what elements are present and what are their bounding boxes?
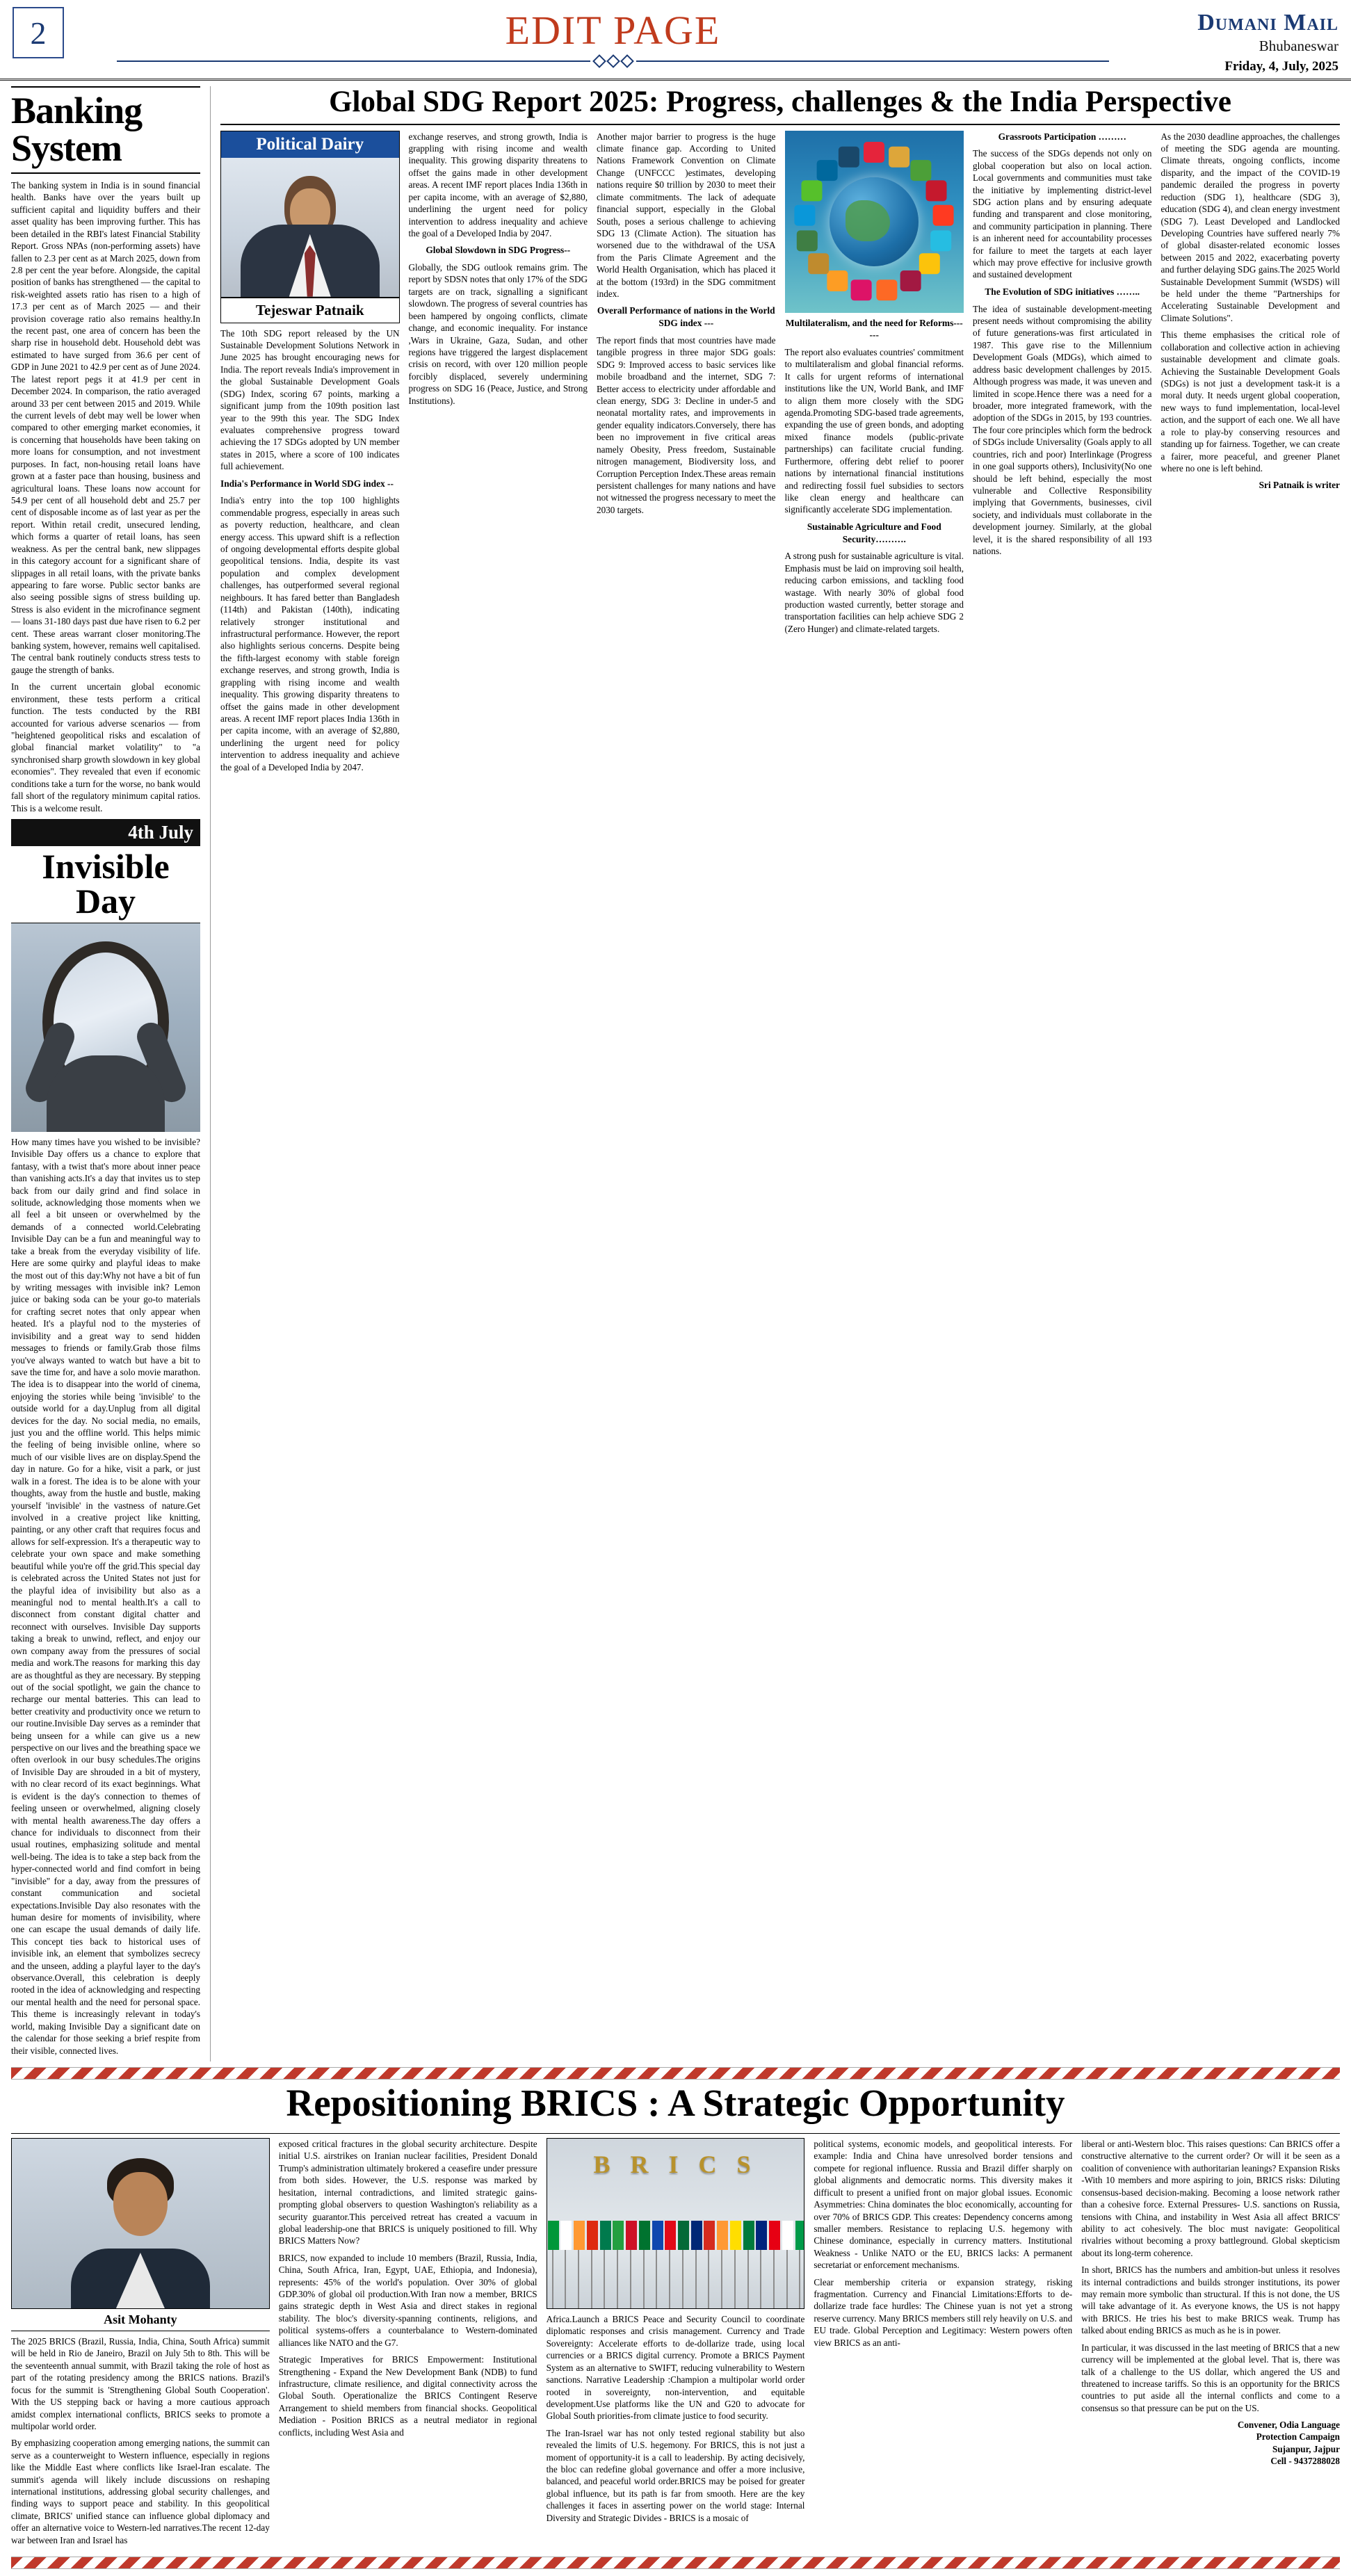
- sdg-goal-icon-1: [864, 142, 884, 163]
- flag-19: [782, 2221, 791, 2308]
- brics-photo-word: B R I C S: [593, 2150, 758, 2178]
- masthead-right: [1109, 7, 1338, 74]
- brics-columns: [11, 2138, 1340, 2551]
- banking-para-1: The banking system in India is in sound financial health. Banks have over the years built up sufficient capital and liquidity buffers and their asset quality has been improving further. This has been detailed in the RBI's latest Financial Stability Report. Gross NPAs (non-performing assets) have fallen to 2.3 per cent as at March 2025, down from 2.8 per cent the year before. Alongside, the capital position of banks has strengthened — the capital to risk-weighted assets ratio has risen to a high of 17.3 per cent as of March 2025 — and their provision coverage ratio also remains healthy.In the recent past, one area of concern has been the sharp rise in household debt. Household debt was estimated to have surged from 36.6 per cent of GDP in June 2021 to 42.9 per cent as of June 2024. The latest report pegs it at 41.9 per cent in December 2024. In comparison, the ratio averaged around 33 per cent between 2015 and 2019. While the current levels of debt may well be lower when compared to other emerging market economies, it is concerning that households have been taking on more loans for consumption, and not investment purposes. In fact, non-housing retail loans have grown at a faster pace than housing, business and agricultural loans. These loans now account for 54.9 per cent of all household debt and 25.7 per cent of disposable income as of last year as per the report. Within retail credit, unsecured lending, which forms a quarter of retail loans, has seen weakness. As per the central bank, new slippages in this category account for a significant share of slippages in all retail loans, with the private banks appearing to fare worse. Public sector banks are also seeing possible signs of stress building up. Stress is also evident in the microfinance segment — loans 31-180 days past due have risen to 6.2 per cent. These areas warrant closer monitoring.The banking system, however, remains well capitalised. The central bank routinely conducts stress tests to gauge the strength of banks.: [11, 180, 200, 675]
- flag-cloth: [574, 2221, 585, 2250]
- sdg-para: This theme emphasises the critical role of collaboration and collective action in achieving sustainable development and climate goals. Achieving the Sustainable Development Goals (SDGs) is not just a development task-it is a moral duty. It needs urgent global cooperation, new ways to fund implementation, local-level action, and the support of each one. We all have a role to play-by conserving resources and standing up for fairness. Together, we can create a fairer, more peaceful, and greener Planet where no one is left behind.: [1160, 330, 1340, 473]
- brics-column-3: [547, 2138, 805, 2551]
- flag-14: [716, 2221, 726, 2308]
- sdg-goal-icon-10: [851, 280, 872, 300]
- brics-author-photo: [11, 2138, 270, 2309]
- sdg-column-4: [785, 131, 964, 778]
- sdg-col5-body: [973, 131, 1152, 558]
- sdg-para: The success of the SDGs depends not only on global cooperation but also on local action. Local governments and communities must take the initiative by implementing district-level SDG action plans and by ensuring adequate funding and transparent and close monitoring, and community participation in planning. There is an inherent need for accountability processes for failure to meet the targets at each layer which may prove effective for inclusive growth and sustained development: [973, 148, 1152, 280]
- sdg-headline: Global SDG Report 2025: Progress, challenges & the India Perspective: [220, 86, 1340, 125]
- sdg-para: The report also evaluates countries' commitment to multilateralism and global financial reforms. It calls for urgent reforms of international institutions like the UN, World Bank, and IMF to align them more closely with the SDG agenda.Promoting SDG-based trade agreements, expanding the use of green bonds, and adopting mixed finance models (public-private partnerships) can facilitate crucial funding. Furthermore, offering debt relief to poorer nations by international financial institutions and redirecting fossil fuel subsidies to sectors like clean energy and healthcare can significantly accelerate SDG implementation.: [784, 346, 964, 515]
- sdg-column-2: [409, 131, 588, 778]
- flag-cloth: [743, 2221, 754, 2250]
- sdg-goal-icon-13: [797, 230, 818, 251]
- masthead: [0, 0, 1351, 81]
- sdg-subhead: Global Slowdown in SDG Progress--: [426, 245, 571, 256]
- paper-city: Bhubaneswar: [1259, 38, 1338, 54]
- sdg-para: The idea of sustainable development-meeting present needs without compromising the ability of future generations-was first articulated in 1987. This gave rise to the Millennium Development Goals (MDGs), which aimed to address basic development challenges by 2015. Although progress was made, it was uneven and limited in scope.Hence there was a need for a broader, more integrated framework, with the adoption of the SDGs in 2015, by 193 countries. The four core principles which form the bedrock of SDGs include Universality (Goals apply to all countries, rich and poor) Interlinkage (Progress in one goal supports others), Inclusivity(No one should be left behind, especially the most vulnerable and Collective Responsibility implying that Governments, businesses, civil society, and individuals must collaborate in the development journey. Similarly, at the global level, it is the shared responsibility of all 193 nations.: [973, 303, 1152, 557]
- ornament-diamond-2: [606, 54, 620, 68]
- chevron-divider-bottom: [11, 2557, 1340, 2569]
- flag-cloth: [652, 2221, 663, 2250]
- sdg-col1-body: [220, 327, 400, 773]
- sdg-col6-body: [1161, 131, 1341, 492]
- flag-row: [547, 2204, 804, 2308]
- top-zone: [11, 86, 1340, 2061]
- brics-summit-photo: [547, 2138, 805, 2309]
- flag-18: [768, 2221, 778, 2308]
- flag-5: [599, 2221, 609, 2308]
- brics-para: exposed critical fractures in the global security architecture. Despite initial U.S. airstrikes on Iranian nuclear facilities, President Donald Trump's administration ultimately brokered a ceasefire under pressure from both sides. However, the U.S. response was marked by hesitation, internal contradictions, and limited strategic gains-prompting global observers to question Washington's reliability as a security guarantor.This perceived retreat has created a vacuum in global leadership-one that BRICS is uniquely positioned to fill. Why BRICS Matters Now?: [278, 2139, 537, 2246]
- brics-para: In short, BRICS has the numbers and ambition-but unless it resolves its internal contradictions and builds stronger institutions, its power may remain more symbolic than structural. If this is not done, the US will take advantage of it. As everyone knows, the US is not happy with BRICS. He tries his best to make BRICS weak. Trump has talked about ending BRICS as much as he is in power.: [1081, 2265, 1340, 2336]
- flag-8: [638, 2221, 648, 2308]
- sdg-goal-icon-9: [877, 280, 898, 300]
- masthead-center: [117, 7, 1109, 74]
- flag-cloth: [717, 2221, 728, 2250]
- sdg-goal-icon-11: [827, 270, 848, 291]
- flag-cloth: [587, 2221, 598, 2250]
- sdg-col2-body: [409, 131, 588, 407]
- sdg-goal-icon-4: [926, 180, 947, 201]
- sdg-column-5: [973, 131, 1152, 778]
- flag-cloth: [548, 2221, 559, 2250]
- sdg-para: Globally, the SDG outlook remains grim. The report by SDSN notes that only 17% of the SDG targets are on track, signalling a significant slowdown. The progress of several countries has been hampered by ongoing conflicts, climate change, and economic inequality. For instance ,Wars in Ukraine, Gaza, Sudan, and other regions have triggered the largest displacement crisis on record, with over 120 million people forcibly displaced, severely undermining progress on SDG 16 (Peace, Justice, and Strong Institutions).: [408, 262, 588, 406]
- political-diary-title: Political Dairy: [221, 131, 399, 158]
- sdg-author-name: Tejeswar Patnaik: [221, 298, 399, 323]
- flag-17: [755, 2221, 765, 2308]
- flag-cloth: [639, 2221, 650, 2250]
- left-column: [11, 86, 200, 2061]
- ornament-bar-left: [117, 60, 590, 62]
- sdg-subhead: India's Performance in World SDG index --: [220, 478, 394, 489]
- sdg-subhead: The Evolution of SDG initiatives ……..: [985, 286, 1140, 297]
- flag-16: [743, 2221, 752, 2308]
- sdg-subhead: Grassroots Participation ………: [998, 131, 1126, 142]
- flag-10: [664, 2221, 674, 2308]
- brics-para: The 2025 BRICS (Brazil, Russia, India, China, South Africa) summit will be held in Rio de Janeiro, Brazil on July 5th to 8th. This will be the seventeenth annual summit, with Brazil taking the role of host as part of the rotating presidency among the BRICS nations. Brazil's focus for the summit is 'Strengthening Global South Cooperation'. With the US stepping back or having a more cautious approach amidst complex international conflicts, BRICS seeks to promote a multipolar world order.: [11, 2336, 270, 2431]
- brics-para: By emphasizing cooperation among emerging nations, the summit can serve as a counterweight to Western influence, especially in regions like the Middle East where conflicts like Israel-Iran escalate. The summit's agenda will likely include discussions on reshaping international institutions, addressing global security challenges, and finding ways to support peace and stability. In this geopolitical climate, BRICS' unified stance can influence global diplomacy and offer an alternative voice to Western-led narratives.The recent 12-day war between Iran and Israel has: [11, 2438, 270, 2545]
- brics-rule: [11, 2133, 1340, 2134]
- brics-para: Clear membership criteria or expansion strategy, risking fragmentation. Currency and Financial Limitations:Efforts to de-dollarize trade face hurdles: The Chinese yuan is not yet a strong reserve currency. Many BRICS members still rely heavily on U.S. and EU trade. Global Perception and Legitimacy: Western powers often view BRICS as an anti-: [814, 2276, 1073, 2348]
- flag-cloth: [600, 2221, 611, 2250]
- brics-col5-body: [1081, 2138, 1340, 2414]
- flag-15: [729, 2221, 739, 2308]
- brics-column-5: [1081, 2138, 1340, 2551]
- brics-column-1: [11, 2138, 270, 2551]
- sdg-goal-icon-12: [808, 253, 829, 274]
- brics-para: liberal or anti-Western bloc. This raises questions: Can BRICS offer a constructive alternative to the current order? Or will it be seen as a coalition of convenience with authoritarian leanings? Expansion Risks -With 10 members and more aspiring to join, BRICS risks: Diluting consensus-based decision-making. Becoming a loose network rather than a cohesive force. External Pressures- U.S. sanctions on Russia, tensions with China, and instability in West Asia all affect BRICS' ability to act cohesively. The bloc must navigate: Geopolitical rivalries without becoming a proxy battleground. Global skepticism about its long-term coherence.: [1081, 2139, 1340, 2258]
- political-diary-box: [220, 131, 400, 323]
- sdg-subhead: Overall Performance of nations in the World SDG index ---: [597, 305, 775, 329]
- sdg-columns: [220, 131, 1340, 778]
- sdg-goal-icon-6: [930, 230, 951, 251]
- sdg-goal-icon-15: [802, 180, 823, 201]
- brics-credit-block: [1081, 2419, 1340, 2467]
- flag-9: [652, 2221, 661, 2308]
- flag-cloth: [782, 2221, 793, 2250]
- brics-para: In particular, it was discussed in the last meeting of BRICS that a new currency will be implemented at the global level. That is, there was talk of a challenge to the US dollar, which angered the US and threatened to increase tariffs. So this is an opportunity for the BRICS countries to put aside all the internal conflicts and come to a consensus so that pressure can be put on the US.: [1081, 2342, 1340, 2413]
- sdg-goal-icon-2: [889, 146, 909, 167]
- invisible-day-photo: [11, 923, 200, 1132]
- brics-para: political systems, economic models, and geopolitical interests. For example: India and China have unresolved border tensions and compete for regional influence. Russia and Brazil differ sharply on global alignments and democratic norms. This diversity makes it difficult to present a unified front on major global issues. Economic Asymmetries: China dominates the bloc economically, accounting for over 70% of BRICS GDP. This creates: Dependency concerns among smaller members. Resistance to replacing U.S. hegemony with Chinese dominance, especially in currency matters. Institutional Weakness - Unlike NATO or the EU, BRICS lacks: A permanent secretariat or enforcement mechanisms.: [814, 2139, 1073, 2271]
- flag-4: [586, 2221, 596, 2308]
- sdg-para: The 10th SDG report released by the UN Sustainable Development Solutions Network in June 2025 has brought encouraging news for India. The report reveals India's improvement in the global Sustainable Development Goals (SDG) Index, scoring 67 points, marking a significant jump from the 109th position last year to the 99th this year. The SDG Index evaluates comprehensive progress toward achieving the 17 SDGs adopted by UN member states in 2015, where a score of 100 indicates full achievement.: [220, 327, 400, 472]
- flag-cloth: [704, 2221, 715, 2250]
- sdg-goal-icons-ring: [791, 139, 957, 305]
- sdg-col3-body: [597, 131, 776, 517]
- flag-cloth: [665, 2221, 676, 2250]
- section-title: EDIT PAGE: [505, 8, 721, 53]
- page-content: [0, 81, 1351, 2576]
- sdg-para: India's entry into the top 100 highlights commendable progress, especially in areas such as poverty reduction, healthcare, and clean energy access. This upward shift is a reflection of ongoing developmental efforts despite global geopolitical tensions. India, despite its vast population and complex development challenges, has outperformed several regional neighbours. It has fared better than Bangladesh (114th) and Pakistan (140th), indicating relatively stronger institutional and infrastructural performance. However, the report also highlights serious concerns. Despite being the fifth-largest economy with stable foreign exchange reserves, and strong growth, India is grappling with rising income and wealth inequality. This growing disparity threatens to offset the gains made in other development areas. A recent IMF report places India 136th in per capita income, with an average of $2,880, underlining the urgent need for policy intervention to address inequality and achieve the goal of a Developed India by 2047.: [220, 495, 400, 772]
- paper-date: Friday, 4, July, 2025: [1224, 59, 1338, 74]
- brics-article: [11, 2067, 1340, 2569]
- flag-1: [547, 2221, 557, 2308]
- brics-headline: Repositioning BRICS : A Strategic Opportunity: [286, 2082, 1065, 2124]
- flag-11: [677, 2221, 687, 2308]
- sdg-column-1: [220, 131, 400, 778]
- banking-para-2: In the current uncertain global economic environment, these tests perform a critical function. The tests conducted by the RBI accounted for various adverse scenarios — from "heightened geopolitical risks and escalation of global financial market volatility" to "a synchronised sharp growth slowdown in key global economies". They revealed that even if economic conditions take a turn for the worse, no bank would fall short of the regulatory minimum capital ratios. This is a welcome result.: [11, 681, 200, 813]
- sdg-column-3: [597, 131, 776, 778]
- flag-2: [560, 2221, 569, 2308]
- banking-headline: Banking System: [11, 86, 200, 174]
- sdg-goal-icon-5: [933, 204, 954, 225]
- flag-cloth: [756, 2221, 767, 2250]
- invisible-day-para-1: How many times have you wished to be invisible? Invisible Day offers us a chance to explore that fantasy, with a twist that's more about inner peace than vanishing acts.It's a day that invites us to step back from our daily grind and find solace in solitude, acknowledging those moments when we all feel a bit unseen or overwhelmed by the demands of a connected world.Celebrating Invisible Day can be a fun and meaningful way to take a break from the everyday visibility of life. Here are some quirky and playful ideas to make the most out of this day:Why not have a bit of fun by writing messages with invisible ink? Lemon juice or baking soda can be your go-to materials for crafting secret notes that only appear when heated. It's a playful nod to the mysteries of invisibility and a great way to send hidden messages to friends or family.Grab those films you've always wanted to watch but have a bit to save the time for, and have a solo movie marathon. The idea is to disappear into the world of cinema, enjoying the stories while being 'invisible' to the outside world for a day.Unplug from all digital devices for the day. No social media, no emails, just you and the offline world. This helps mimic the feeling of being invisible online, where so much of our visible lives are on display.Spend the day in nature. Go for a hike, visit a park, or just walk in a forest. The idea is to be alone with your thoughts, away from the hustle and bustle, making yourself 'invisible' in the vastness of nature.Get involved in a creative project like knitting, painting, or any other craft that requires focus and allows for self-expression. It's a therapeutic way to celebrate your own space and make something beautiful while you're off the grid.This special day is celebrated across the United States not just for the playful idea of invisibility but also as a meaningful nod to mental health.It's a call to disconnect from constant digital chatter and reconnect with ourselves. Invisible Day supports taking a break to unwind, reflect, and enjoy our own company away from the pressures of social media and work.The reasons for marking this day are as thoughtful as they are necessary. By stepping out of the social spotlight, we gain the chance to recharge our mental batteries. This can lead to better creativity and productivity once we return to our routine.Invisible Day serves as a reminder that being unseen for a while can give us a new perspective on our lives and the breathing space we often overlook in our busy schedules.The origins of Invisible Day are shrouded in a bit of mystery, with no clear record of its exact beginnings. What is evident is the day's connection to themes of feeling unseen or overwhelmed, aligning closely with mental health awareness.The day offers a chance for individuals to disconnect from their usual routines, emphasizing solitude and mental well-being. The idea is to take a step back from the hyper-connected world and find comfort in being "invisible" for a day, away from the pressures of constant communication and societal expectations.Invisible Day also resonates with the human desire for moments of invisibility, where one can escape the usual demands of daily life. This concept ties back to historical uses of invisible ink, an element that symbolizes secrecy and the unseen, adding a playful layer to the day's observance.Overall, this celebration is deeply rooted in the idea of acknowledging and respecting our mental health and the need for personal space. This theme is increasingly relevant in today's world, making Invisible Day a significant date on the calendar for those seeking a brief respite from their visible, connected lives.: [11, 1136, 200, 2056]
- brics-para: Strategic Imperatives for BRICS Empowerment: Institutional Strengthening - Expand the New Development Bank (NDB) to fund infrastructure, climate resilience, and digital connectivity across the Global South. Operationalize the BRICS Contingent Reserve Arrangement to shield members from financial shocks. Geopolitical Mediation - Position BRICS as a neutral mediator in regional conflicts, including West Asia and: [278, 2354, 537, 2438]
- banking-body: [11, 179, 200, 814]
- flag-cloth: [560, 2221, 572, 2250]
- flag-cloth: [691, 2221, 702, 2250]
- flag-cloth: [795, 2221, 805, 2250]
- brics-col3-body: [547, 2313, 805, 2524]
- flag-20: [795, 2221, 804, 2308]
- sdg-exchange: exchange reserves, and strong growth, India is grappling with rising income and wealth inequality. This growing disparity threatens to offset the gains made in other development areas. A recent IMF report places India 136th in per capita income, with an average of $2,880, underlining the urgent need for policy intervention to address inequality and achieve the goal of a Developed India by 2047.: [408, 131, 588, 238]
- credit-line-1: Convener, Odia Language: [1237, 2420, 1340, 2431]
- sdg-goal-icon-16: [817, 160, 838, 181]
- author-photo: [221, 158, 399, 298]
- sdg-article: [210, 86, 1340, 2061]
- paper-name: Dumani Mail: [1197, 10, 1338, 35]
- sdg-para: As the 2030 deadline approaches, the challenges of meeting the SDG agenda are mounting. Climate threats, ongoing conflicts, income disparity, and the impact of the COVID-19 pandemic derailed the progress in poverty reduction (SDG 1), healthcare (SDG 3), education (SDG 4), and clean energy investment (SDG 7). Least Developed and Landlocked Developing Countries have suffered nearly 7% of global disaster-related economic losses between 2015 and 2022, exacerbating poverty and further delaying SDG gains.The 2025 World Sustainable Development Summit (WSDS) will be held under the theme "Partnerships for Accelerating Sustainable Development and Climate Solutions".: [1160, 131, 1340, 323]
- brics-col2-body: [279, 2138, 537, 2438]
- sdg-subhead: Multilateralism, and the need for Reforms------: [785, 317, 963, 341]
- flag-cloth: [769, 2221, 780, 2250]
- sdg-writer-credit: Sri Patnaik is writer: [1259, 480, 1340, 491]
- credit-line-2: Protection Campaign: [1256, 2431, 1340, 2443]
- chevron-divider: [11, 2067, 1340, 2080]
- ornament-bar-right: [636, 60, 1110, 62]
- masthead-left: [13, 7, 117, 74]
- flag-6: [612, 2221, 622, 2308]
- sdg-goal-icon-14: [795, 204, 816, 225]
- invisible-day-headline: Invisible Day: [11, 846, 200, 923]
- sdg-para: A strong push for sustainable agriculture is vital. Emphasis must be laid on improving soil health, reducing carbon emissions, and tackling food wastage. With nearly 30% of global food production wasted currently, better storage and transportation facilities can help achieve SDG 2 (Zero Hunger) and climate-related targets.: [784, 551, 964, 634]
- ornament-divider: [117, 56, 1109, 66]
- person-body-shape: [47, 1055, 165, 1132]
- ornament-diamond-3: [620, 54, 634, 68]
- brics-column-2: [279, 2138, 537, 2551]
- sdg-goal-icon-17: [839, 146, 859, 167]
- sdg-para: Another major barrier to progress is the huge climate finance gap. According to United Nations Framework Convention on Climate Change (UNFCCC )estimates, developing nations require $0 trillion by 2030 to meet their climate commitments. The lack of adequate financial support, especially in the Global South, poses a serious challenge to achieving SDG 13 (Climate Action). The situation has worsened due to the withdrawal of the USA from the Paris Climate Agreement and the World Health Organisation, which has placed it at the bottom (193rd) in the SDG commitment index.: [597, 131, 776, 300]
- sdg-col4-body: [785, 317, 964, 635]
- flag-13: [703, 2221, 713, 2308]
- sdg-goal-icon-7: [919, 253, 940, 274]
- flag-3: [573, 2221, 583, 2308]
- flag-12: [690, 2221, 700, 2308]
- flag-cloth: [678, 2221, 689, 2250]
- credit-line-4: Cell - 9437288028: [1270, 2455, 1340, 2466]
- sdg-goal-icon-8: [900, 270, 921, 291]
- brics-para: BRICS, now expanded to include 10 members (Brazil, Russia, India, China, South Africa, Iran, Egypt, UAE, Ethiopia, and Indonesia), represents: 45% of the world's population. Over 30% of global GDP.30% of global oil production.With Iran now a member, BRICS gains strategic depth in West Asia and direct stakes in regional stability. The bloc's diversity-spanning continents, religions, and political systems-offers a counterbalance to Western-dominated alliances like NATO and the G7.: [278, 2252, 537, 2348]
- sdg-para: The report finds that most countries have made tangible progress in three major SDG goals: SDG 9: Improved access to basic services like mobile broadband and the internet, SDG 7: Better access to electricity under affordable and clean energy, SDG 3: Decline in under-5 and neonatal mortality rates, and improvements in gender equality indicators.Conversely, there has been no improvement in five critical areas namely Obesity, Press freedom, Sustainable nitrogen management, Biodiversity loss, and Corruption Perception Index.These areas remain persistent challenges for many nations and have not witnessed the progress necessary to meet the 2030 targets.: [597, 334, 776, 515]
- brics-author-name: Asit Mohanty: [11, 2309, 270, 2331]
- brics-column-4: [814, 2138, 1072, 2551]
- brics-col4-body: [814, 2138, 1072, 2349]
- ornament-diamond-1: [592, 54, 606, 68]
- flag-7: [625, 2221, 635, 2308]
- invisible-day-body: [11, 1136, 200, 2057]
- sdg-column-6: [1161, 131, 1341, 778]
- brics-para: Africa.Launch a BRICS Peace and Security Council to coordinate diplomatic responses and crisis management. Currency and Trade Sovereignty: Accelerate efforts to de-dollarize trade, using local currencies or a BRICS digital currency. Promote a BRICS Payment System as an alternative to SWIFT, reducing vulnerability to Western sanctions. Narrative Leadership :Champion a multipolar world order rooted in sovereignty, non-intervention, and equitable development.Use platforms like the UN and G20 to advocate for Global South priorities-from climate justice to food security.: [546, 2314, 805, 2422]
- brics-para: The Iran-Israel war has not only tested regional stability but also revealed the limits of U.S. hegemony. For BRICS, this is not just a moment of opportunity-it is a call to leadership. By acting decisively, the bloc can redefine global governance and offer a more inclusive, balanced, and peaceful world order.BRICS may be poised for greater global influence, but its path is far from smooth. Here are the key challenges it faces in asserting power on the world stage: Internal Diversity and Strategic Divides - BRICS is a mosaic of: [546, 2427, 805, 2523]
- brics-col1-body: [11, 2335, 270, 2546]
- sdg-goal-icon-3: [911, 160, 932, 181]
- flag-cloth: [730, 2221, 741, 2250]
- invisible-day-date-tag: 4th July: [11, 819, 200, 846]
- flag-cloth: [613, 2221, 624, 2250]
- credit-line-3: Sujanpur, Jajpur: [1272, 2443, 1340, 2454]
- flag-cloth: [626, 2221, 637, 2250]
- sdg-wheel-image: [785, 131, 964, 313]
- page-number: 2: [13, 7, 64, 58]
- sdg-subhead: Sustainable Agriculture and Food Security……….: [807, 521, 941, 544]
- author2-face-shape: [113, 2172, 168, 2236]
